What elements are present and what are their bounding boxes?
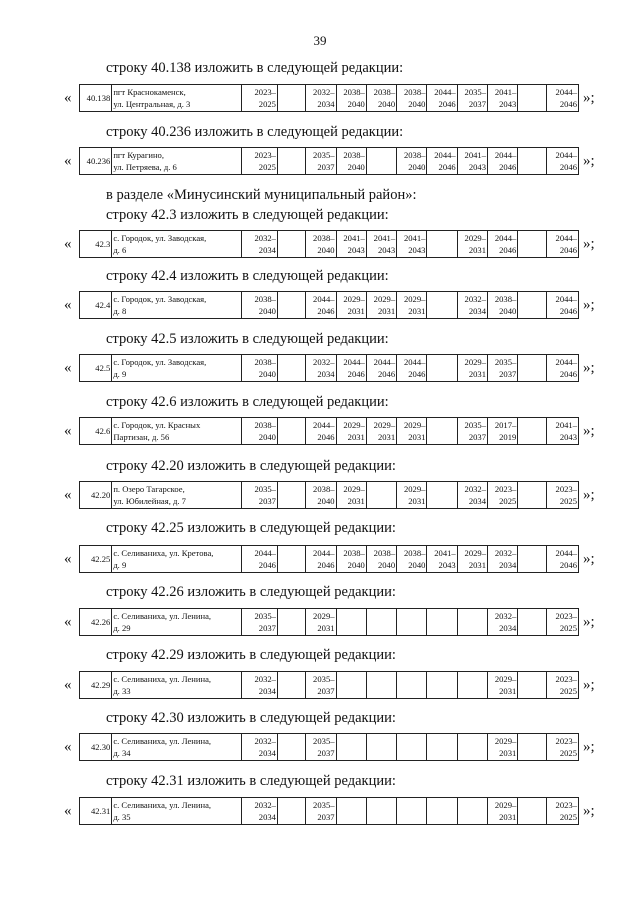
- address-line: д. 29: [113, 623, 131, 633]
- row-number-cell: 40.138: [80, 85, 112, 112]
- quote-open: «: [64, 423, 72, 439]
- quote-close: »;: [583, 90, 595, 106]
- instruction-line: строку 42.31 изложить в следующей редакции:: [106, 773, 396, 789]
- year-range-cell: [518, 546, 546, 573]
- year-range-cell: 2044– 2046: [306, 418, 336, 445]
- schedule-table: [79, 84, 579, 112]
- year-range-cell: 2044– 2046: [488, 148, 518, 175]
- address-cell: [112, 546, 241, 573]
- quote-close: »;: [583, 614, 595, 630]
- year-range-cell: 2041– 2043: [457, 148, 487, 175]
- address-cell: [112, 418, 241, 445]
- instruction-line: строку 42.3 изложить в следующей редакции:: [106, 207, 389, 223]
- year-range-cell: 2032– 2034: [457, 482, 487, 509]
- quote-open: «: [64, 551, 72, 567]
- year-range-cell: [518, 292, 546, 319]
- year-range-cell: [277, 672, 305, 699]
- year-range-cell: 2044– 2046: [397, 355, 427, 382]
- instruction-line: строку 42.4 изложить в следующей редакции:: [106, 268, 389, 284]
- year-range-cell: 2035– 2037: [241, 609, 277, 636]
- year-range-cell: 2038– 2040: [241, 355, 277, 382]
- year-range-cell: 2044– 2046: [241, 546, 277, 573]
- row-number-cell: 42.3: [80, 231, 112, 258]
- address-line: с. Городок, ул. Заводская,: [113, 294, 207, 304]
- year-range-cell: [427, 672, 457, 699]
- instruction-line: строку 42.29 изложить в следующей редакции:: [106, 647, 396, 663]
- address-line: д. 8: [113, 306, 127, 316]
- year-range-cell: 2023– 2025: [241, 148, 277, 175]
- year-range-cell: [366, 482, 396, 509]
- table-row: [80, 148, 579, 175]
- year-range-cell: [518, 798, 546, 825]
- year-range-cell: [366, 672, 396, 699]
- address-cell: [112, 609, 241, 636]
- schedule-table: [79, 797, 579, 825]
- schedule-table: [79, 671, 579, 699]
- year-range-cell: 2035– 2037: [306, 148, 336, 175]
- address-line: п. Озеро Тагарское,: [113, 484, 185, 494]
- year-range-cell: 2038– 2040: [488, 292, 518, 319]
- year-range-cell: 2038– 2040: [306, 231, 336, 258]
- year-range-cell: 2044– 2046: [306, 546, 336, 573]
- year-range-cell: 2035– 2037: [488, 355, 518, 382]
- year-range-cell: 2044– 2046: [546, 231, 578, 258]
- year-range-cell: 2017– 2019: [488, 418, 518, 445]
- year-range-cell: 2038– 2040: [336, 148, 366, 175]
- year-range-cell: [457, 672, 487, 699]
- year-range-cell: 2029– 2031: [488, 672, 518, 699]
- year-range-cell: 2038– 2040: [397, 148, 427, 175]
- address-cell: [112, 292, 241, 319]
- year-range-cell: [336, 609, 366, 636]
- year-range-cell: [518, 418, 546, 445]
- year-range-cell: [427, 231, 457, 258]
- quote-close: »;: [583, 803, 595, 819]
- year-range-cell: 2032– 2034: [241, 734, 277, 761]
- schedule-table: [79, 147, 579, 175]
- year-range-cell: 2035– 2037: [306, 798, 336, 825]
- schedule-table: [79, 230, 579, 258]
- year-range-cell: [518, 482, 546, 509]
- instruction-line: строку 40.138 изложить в следующей редакции:: [106, 60, 404, 76]
- table-row: [80, 355, 579, 382]
- quote-open: «: [64, 236, 72, 252]
- schedule-table: [79, 291, 579, 319]
- year-range-cell: [366, 734, 396, 761]
- year-range-cell: [277, 546, 305, 573]
- year-range-cell: 2044– 2046: [546, 292, 578, 319]
- year-range-cell: 2038– 2040: [241, 418, 277, 445]
- year-range-cell: 2029– 2031: [306, 609, 336, 636]
- schedule-table: [79, 545, 579, 573]
- year-range-cell: 2029– 2031: [457, 231, 487, 258]
- year-range-cell: 2038– 2040: [397, 546, 427, 573]
- quote-open: «: [64, 487, 72, 503]
- address-line: Партизан, д. 56: [113, 432, 170, 442]
- year-range-cell: 2044– 2046: [336, 355, 366, 382]
- year-range-cell: 2029– 2031: [366, 292, 396, 319]
- year-range-cell: 2029– 2031: [397, 292, 427, 319]
- quote-open: «: [64, 360, 72, 376]
- year-range-cell: [277, 148, 305, 175]
- address-line: д. 35: [113, 812, 131, 822]
- year-range-cell: 2029– 2031: [457, 355, 487, 382]
- table-row: [80, 798, 579, 825]
- quote-close: »;: [583, 153, 595, 169]
- year-range-cell: 2044– 2046: [488, 231, 518, 258]
- year-range-cell: [277, 609, 305, 636]
- schedule-table: [79, 481, 579, 509]
- address-cell: [112, 482, 241, 509]
- year-range-cell: [518, 85, 546, 112]
- year-range-cell: [518, 355, 546, 382]
- year-range-cell: 2035– 2037: [457, 418, 487, 445]
- address-line: д. 34: [113, 748, 131, 758]
- address-line: с. Селиваниха, ул. Ленина,: [113, 611, 212, 621]
- year-range-cell: 2041– 2043: [488, 85, 518, 112]
- year-range-cell: 2038– 2040: [397, 85, 427, 112]
- year-range-cell: 2023– 2025: [488, 482, 518, 509]
- year-range-cell: [336, 798, 366, 825]
- row-number-cell: 42.6: [80, 418, 112, 445]
- row-number-cell: 40.236: [80, 148, 112, 175]
- year-range-cell: [518, 672, 546, 699]
- instruction-line: в разделе «Минусинский муниципальный район»:: [106, 187, 417, 203]
- year-range-cell: 2038– 2040: [336, 546, 366, 573]
- row-number-cell: 42.4: [80, 292, 112, 319]
- year-range-cell: [397, 609, 427, 636]
- year-range-cell: 2032– 2034: [306, 355, 336, 382]
- year-range-cell: [457, 798, 487, 825]
- year-range-cell: 2044– 2046: [546, 355, 578, 382]
- table-row: [80, 734, 579, 761]
- year-range-cell: 2023– 2025: [546, 672, 578, 699]
- address-cell: [112, 231, 241, 258]
- table-row: [80, 546, 579, 573]
- row-number-cell: 42.31: [80, 798, 112, 825]
- address-line: ул. Юбилейная, д. 7: [113, 496, 186, 506]
- year-range-cell: 2032– 2034: [241, 672, 277, 699]
- quote-open: «: [64, 90, 72, 106]
- quote-open: «: [64, 677, 72, 693]
- year-range-cell: [366, 609, 396, 636]
- year-range-cell: 2029– 2031: [397, 482, 427, 509]
- year-range-cell: 2023– 2025: [546, 798, 578, 825]
- year-range-cell: 2044– 2046: [427, 85, 457, 112]
- year-range-cell: 2023– 2025: [241, 85, 277, 112]
- year-range-cell: 2023– 2025: [546, 609, 578, 636]
- quote-open: «: [64, 153, 72, 169]
- address-line: с. Селиваниха, ул. Ленина,: [113, 674, 212, 684]
- row-number-cell: 42.5: [80, 355, 112, 382]
- year-range-cell: 2044– 2046: [546, 546, 578, 573]
- year-range-cell: [427, 418, 457, 445]
- year-range-cell: [397, 798, 427, 825]
- year-range-cell: 2044– 2046: [546, 148, 578, 175]
- year-range-cell: [277, 85, 305, 112]
- address-line: с. Городок, ул. Заводская,: [113, 357, 207, 367]
- year-range-cell: 2035– 2037: [306, 672, 336, 699]
- year-range-cell: [277, 355, 305, 382]
- address-line: д. 9: [113, 560, 127, 570]
- year-range-cell: [366, 798, 396, 825]
- address-line: пгт Краснокаменск,: [113, 87, 186, 97]
- instruction-line: строку 42.20 изложить в следующей редакции:: [106, 458, 396, 474]
- address-cell: [112, 148, 241, 175]
- schedule-table: [79, 733, 579, 761]
- year-range-cell: 2032– 2034: [488, 609, 518, 636]
- year-range-cell: 2044– 2046: [427, 148, 457, 175]
- year-range-cell: [366, 148, 396, 175]
- year-range-cell: [277, 418, 305, 445]
- table-row: [80, 292, 579, 319]
- address-cell: [112, 355, 241, 382]
- year-range-cell: [427, 355, 457, 382]
- year-range-cell: [277, 798, 305, 825]
- table-row: [80, 85, 579, 112]
- year-range-cell: [277, 734, 305, 761]
- address-line: д. 33: [113, 686, 131, 696]
- year-range-cell: 2029– 2031: [488, 798, 518, 825]
- year-range-cell: 2032– 2034: [241, 231, 277, 258]
- quote-open: «: [64, 614, 72, 630]
- year-range-cell: 2038– 2040: [366, 546, 396, 573]
- year-range-cell: [397, 734, 427, 761]
- year-range-cell: [277, 482, 305, 509]
- year-range-cell: [427, 609, 457, 636]
- year-range-cell: 2032– 2034: [241, 798, 277, 825]
- quote-open: «: [64, 297, 72, 313]
- instruction-line: строку 42.6 изложить в следующей редакции:: [106, 394, 389, 410]
- year-range-cell: 2035– 2037: [457, 85, 487, 112]
- year-range-cell: 2041– 2043: [546, 418, 578, 445]
- address-line: с. Городок, ул. Заводская,: [113, 233, 207, 243]
- row-number-cell: 42.20: [80, 482, 112, 509]
- instruction-line: строку 42.26 изложить в следующей редакции:: [106, 584, 396, 600]
- quote-close: »;: [583, 236, 595, 252]
- year-range-cell: 2038– 2040: [336, 85, 366, 112]
- instruction-line: строку 42.25 изложить в следующей редакции:: [106, 520, 396, 536]
- table-row: [80, 231, 579, 258]
- year-range-cell: 2041– 2043: [336, 231, 366, 258]
- year-range-cell: 2035– 2037: [241, 482, 277, 509]
- year-range-cell: 2038– 2040: [366, 85, 396, 112]
- year-range-cell: [427, 734, 457, 761]
- year-range-cell: [427, 798, 457, 825]
- address-line: с. Селиваниха, ул. Ленина,: [113, 736, 212, 746]
- year-range-cell: [518, 734, 546, 761]
- table-row: [80, 609, 579, 636]
- year-range-cell: [277, 231, 305, 258]
- address-line: ул. Центральная, д. 3: [113, 99, 191, 109]
- page-number: 39: [313, 33, 327, 48]
- address-cell: [112, 798, 241, 825]
- year-range-cell: [518, 231, 546, 258]
- year-range-cell: [457, 609, 487, 636]
- year-range-cell: [518, 148, 546, 175]
- year-range-cell: 2041– 2043: [366, 231, 396, 258]
- address-line: с. Селиваниха, ул. Ленина,: [113, 800, 212, 810]
- address-cell: [112, 672, 241, 699]
- table-row: [80, 482, 579, 509]
- instruction-line: строку 42.5 изложить в следующей редакции:: [106, 331, 389, 347]
- quote-open: «: [64, 803, 72, 819]
- year-range-cell: 2038– 2040: [241, 292, 277, 319]
- address-cell: [112, 734, 241, 761]
- quote-close: »;: [583, 551, 595, 567]
- year-range-cell: 2029– 2031: [488, 734, 518, 761]
- year-range-cell: [427, 292, 457, 319]
- table-row: [80, 672, 579, 699]
- year-range-cell: 2032– 2034: [488, 546, 518, 573]
- quote-close: »;: [583, 297, 595, 313]
- year-range-cell: 2038– 2040: [306, 482, 336, 509]
- year-range-cell: [277, 292, 305, 319]
- quote-close: »;: [583, 360, 595, 376]
- year-range-cell: [397, 672, 427, 699]
- year-range-cell: 2029– 2031: [336, 418, 366, 445]
- schedule-table: [79, 354, 579, 382]
- address-cell: [112, 85, 241, 112]
- schedule-table: [79, 417, 579, 445]
- year-range-cell: 2041– 2043: [397, 231, 427, 258]
- row-number-cell: 42.29: [80, 672, 112, 699]
- row-number-cell: 42.30: [80, 734, 112, 761]
- quote-close: »;: [583, 677, 595, 693]
- year-range-cell: 2023– 2025: [546, 734, 578, 761]
- year-range-cell: 2023– 2025: [546, 482, 578, 509]
- address-line: д. 9: [113, 369, 127, 379]
- year-range-cell: 2035– 2037: [306, 734, 336, 761]
- year-range-cell: [457, 734, 487, 761]
- address-line: пгт Курагино,: [113, 150, 165, 160]
- year-range-cell: 2029– 2031: [457, 546, 487, 573]
- address-line: с. Селиваниха, ул. Кретова,: [113, 548, 214, 558]
- quote-close: »;: [583, 487, 595, 503]
- year-range-cell: 2041– 2043: [427, 546, 457, 573]
- year-range-cell: [427, 482, 457, 509]
- table-row: [80, 418, 579, 445]
- year-range-cell: 2044– 2046: [546, 85, 578, 112]
- year-range-cell: 2029– 2031: [397, 418, 427, 445]
- instruction-line: строку 40.236 изложить в следующей редакции:: [106, 124, 404, 140]
- year-range-cell: [336, 672, 366, 699]
- address-line: с. Городок, ул. Красных: [113, 420, 201, 430]
- year-range-cell: 2044– 2046: [366, 355, 396, 382]
- row-number-cell: 42.26: [80, 609, 112, 636]
- schedule-table: [79, 608, 579, 636]
- year-range-cell: 2029– 2031: [366, 418, 396, 445]
- year-range-cell: 2029– 2031: [336, 482, 366, 509]
- quote-close: »;: [583, 739, 595, 755]
- row-number-cell: 42.25: [80, 546, 112, 573]
- year-range-cell: [336, 734, 366, 761]
- quote-open: «: [64, 739, 72, 755]
- year-range-cell: 2032– 2034: [457, 292, 487, 319]
- address-line: д. 6: [113, 245, 127, 255]
- instruction-line: строку 42.30 изложить в следующей редакции:: [106, 710, 396, 726]
- year-range-cell: [518, 609, 546, 636]
- address-line: ул. Петряева, д. 6: [113, 162, 177, 172]
- year-range-cell: 2044– 2046: [306, 292, 336, 319]
- year-range-cell: 2029– 2031: [336, 292, 366, 319]
- year-range-cell: 2032– 2034: [306, 85, 336, 112]
- quote-close: »;: [583, 423, 595, 439]
